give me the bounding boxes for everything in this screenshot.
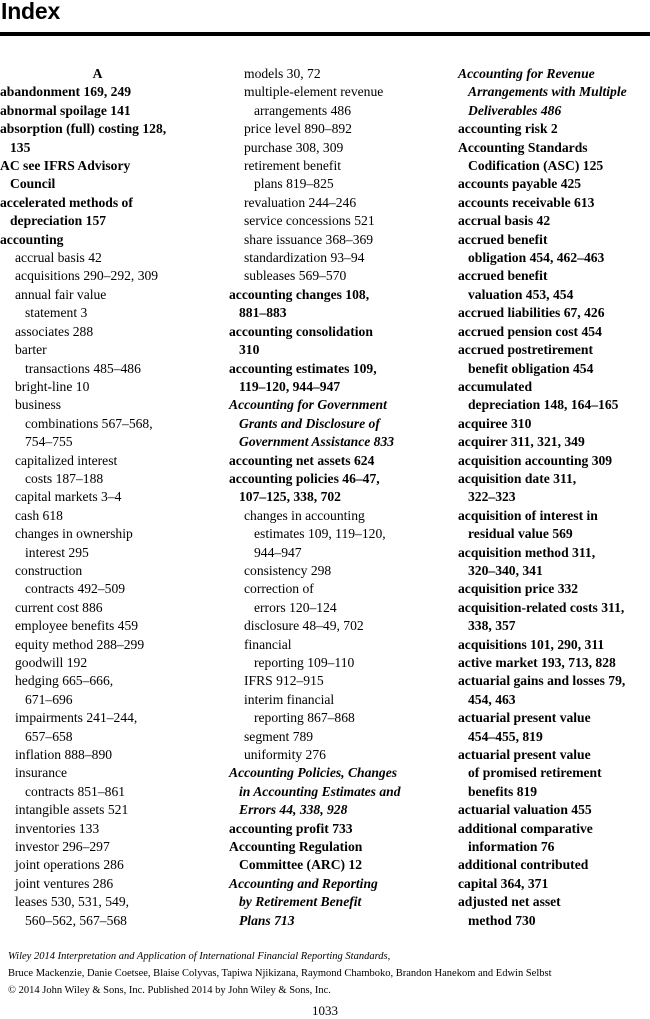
index-entry: accounts payable 425	[458, 176, 582, 192]
index-entry: Accounting Regulation	[229, 839, 363, 855]
index-entry: accrued pension cost 454	[458, 323, 602, 339]
index-entry: depreciation 157	[10, 213, 107, 229]
index-entry: Accounting Policies, Changes	[229, 765, 398, 781]
page-title: Index	[1, 0, 61, 24]
index-entry: abnormal spoilage 141	[0, 102, 131, 118]
index-entry: accrued liabilities 67, 426	[458, 305, 605, 321]
index-entry: acquisition date 311,	[458, 470, 577, 486]
index-entry: 119–120, 944–947	[239, 378, 341, 394]
index-subentry: intangible assets 521	[15, 802, 129, 818]
index-subentry: goodwill 192	[15, 655, 88, 670]
footer-copyright: © 2014 John Wiley & Sons, Inc. Published 2014 by John Wiley & Sons, Inc.	[8, 985, 331, 996]
index-column-1	[0, 65, 220, 930]
index-entry: of promised retirement	[468, 765, 602, 781]
index-subentry: current cost 886	[15, 599, 103, 615]
index-subentry: 560–562, 567–568	[25, 912, 127, 928]
index-subentry: standardization 93–94	[244, 250, 365, 266]
index-entry: information 76	[468, 839, 555, 855]
index-entry: accounting consolidation	[229, 323, 373, 339]
index-entry: accounts receivable 613	[458, 194, 595, 210]
index-subentry: 657–658	[25, 728, 73, 744]
index-entry: accounting profit 733	[229, 820, 353, 836]
index-entry: accounting	[0, 231, 64, 247]
index-entry: benefits 819	[468, 783, 538, 799]
footer-book-title: Wiley 2014 Interpretation and Application of International Financial Reporting Standards,	[8, 951, 391, 962]
index-entry: accounting estimates 109,	[229, 360, 377, 376]
index-entry: 454, 463	[468, 691, 516, 707]
index-entry: actuarial present value	[458, 747, 591, 763]
index-entry: 322–323	[468, 489, 516, 505]
index-subentry: 754–755	[25, 434, 73, 450]
index-subentry: share issuance 368–369	[244, 231, 374, 247]
index-subentry: plans 819–825	[254, 176, 334, 192]
index-entry: obligation 454, 462–463	[468, 250, 605, 266]
index-entry: 454–455, 819	[468, 728, 543, 744]
index-subentry: investor 296–297	[15, 839, 110, 855]
index-entry: accrual basis 42	[458, 213, 551, 229]
index-subentry: price level 890–892	[244, 121, 352, 137]
index-subentry: service concessions 521	[244, 213, 375, 229]
index-entry: actuarial present value	[458, 710, 591, 726]
index-entry: 135	[10, 139, 31, 155]
index-subentry: joint operations 286	[15, 857, 124, 873]
index-entry: actuarial valuation 455	[458, 802, 592, 818]
index-subentry: interest 295	[25, 544, 89, 560]
index-subentry: errors 120–124	[254, 599, 337, 615]
index-subentry: barter	[15, 342, 47, 358]
index-entry: 310	[239, 342, 260, 358]
index-subentry: purchase 308, 309	[244, 139, 344, 155]
index-entry: method 730	[468, 912, 536, 928]
index-entry: accounting policies 46–47,	[229, 470, 380, 486]
index-entry: Deliverables 486	[468, 102, 562, 118]
index-entry: acquisition method 311,	[458, 544, 596, 560]
index-subentry: capital markets 3–4	[15, 489, 122, 505]
index-entry: Accounting Standards	[458, 139, 588, 155]
index-subentry: arrangements 486	[254, 102, 352, 118]
index-subentry: disclosure 48–49, 702	[244, 618, 364, 634]
index-subentry: reporting 867–868	[254, 710, 355, 726]
index-subentry: IFRS 912–915	[244, 673, 324, 689]
index-subentry: costs 187–188	[25, 470, 104, 486]
index-entry: capital 364, 371	[458, 875, 549, 891]
index-entry: Arrangements with Multiple	[468, 84, 627, 100]
index-column-2	[229, 65, 454, 930]
index-subentry: financial	[244, 636, 292, 652]
index-entry: Plans 713	[239, 912, 295, 928]
index-subentry: interim financial	[244, 691, 335, 707]
index-entry: accounting risk 2	[458, 121, 558, 137]
index-entry: acquirer 311, 321, 349	[458, 434, 585, 450]
index-subentry: joint ventures 286	[15, 875, 114, 891]
index-subentry: correction of	[244, 581, 314, 597]
index-subentry: uniformity 276	[244, 747, 326, 763]
index-subentry: transactions 485–486	[25, 360, 141, 376]
index-subentry: contracts 492–509	[25, 581, 126, 597]
index-entry: by Retirement Benefit	[239, 894, 362, 910]
index-entry: abandonment 169, 249	[0, 84, 132, 100]
index-entry: 338, 357	[468, 618, 516, 634]
index-entry: acquisition accounting 309	[458, 452, 613, 468]
index-entry: in Accounting Estimates and	[239, 783, 401, 799]
section-letter: A	[92, 66, 103, 81]
index-subentry: accrual basis 42	[15, 250, 102, 266]
index-entry: accelerated methods of	[0, 194, 133, 210]
index-column-3	[458, 65, 650, 930]
index-entry: accrued benefit	[458, 268, 548, 284]
index-entry: Government Assistance 833	[239, 434, 395, 450]
index-subentry: capitalized interest	[15, 452, 118, 468]
index-entry: 881–883	[239, 305, 287, 321]
index-entry: additional comparative	[458, 820, 593, 836]
index-entry: valuation 453, 454	[468, 286, 574, 302]
index-subentry: 671–696	[25, 691, 73, 707]
index-entry: residual value 569	[468, 526, 573, 542]
index-subentry: changes in accounting	[244, 507, 365, 523]
index-subentry: contracts 851–861	[25, 783, 126, 799]
index-entry: acquisition price 332	[458, 581, 579, 597]
index-subentry: construction	[15, 562, 83, 578]
index-entry: depreciation 148, 164–165	[468, 397, 619, 413]
index-entry: 107–125, 338, 702	[239, 489, 341, 505]
index-subentry: inventories 133	[15, 820, 100, 836]
index-entry: AC see IFRS Advisory	[0, 158, 131, 174]
index-entry: accumulated	[458, 378, 533, 394]
index-entry: Accounting for Government	[229, 397, 387, 413]
index-subentry: multiple-element revenue	[244, 84, 384, 100]
index-entry: active market 193, 713, 828	[458, 655, 616, 670]
index-entry: Accounting for Revenue	[458, 66, 595, 81]
index-subentry: inflation 888–890	[15, 747, 113, 763]
index-subentry: insurance	[15, 765, 68, 781]
index-entry: accounting changes 108,	[229, 286, 370, 302]
index-subentry: impairments 241–244,	[15, 710, 138, 726]
index-entry: acquisition-related costs 311,	[458, 599, 625, 615]
index-subentry: reporting 109–110	[254, 655, 355, 670]
index-entry: absorption (full) costing 128,	[0, 121, 167, 137]
footer-authors: Bruce Mackenzie, Danie Coetsee, Blaise Colyvas, Tapiwa Njikizana, Raymond Chamboko, Brandon Hanekom and Edwin Selbst	[8, 968, 552, 979]
index-subentry: estimates 109, 119–120,	[254, 526, 386, 542]
index-subentry: consistency 298	[244, 562, 332, 578]
index-subentry: statement 3	[25, 305, 88, 321]
index-entry: acquiree 310	[458, 415, 532, 431]
index-subentry: business	[15, 397, 62, 413]
index-entry: accrued postretirement	[458, 342, 594, 358]
index-subentry: bright-line 10	[15, 378, 90, 394]
index-entry: adjusted net asset	[458, 894, 561, 910]
index-entry: Grants and Disclosure of	[239, 415, 380, 431]
page-footer	[8, 948, 648, 999]
index-entry: acquisitions 101, 290, 311	[458, 636, 605, 652]
index-subentry: models 30, 72	[244, 66, 321, 81]
page-header	[0, 0, 650, 36]
index-subentry: subleases 569–570	[244, 268, 347, 284]
index-subentry: retirement benefit	[244, 158, 341, 174]
index-entry: acquisition of interest in	[458, 507, 598, 523]
index-subentry: hedging 665–666,	[15, 673, 114, 689]
index-entry: 320–340, 341	[468, 562, 543, 578]
index-entry: Committee (ARC) 12	[239, 857, 363, 873]
index-subentry: equity method 288–299	[15, 636, 145, 652]
index-subentry: combinations 567–568,	[25, 415, 153, 431]
index-subentry: revaluation 244–246	[244, 194, 357, 210]
index-subentry: cash 618	[15, 507, 63, 523]
index-entry: accounting net assets 624	[229, 452, 375, 468]
index-entry: benefit obligation 454	[468, 360, 594, 376]
index-entry: actuarial gains and losses 79,	[458, 673, 626, 689]
index-subentry: 944–947	[254, 544, 302, 560]
index-subentry: leases 530, 531, 549,	[15, 894, 130, 910]
index-entry: Errors 44, 338, 928	[239, 802, 348, 818]
index-subentry: annual fair value	[15, 286, 107, 302]
index-subentry: segment 789	[244, 728, 314, 744]
index-subentry: acquisitions 290–292, 309	[15, 268, 159, 284]
index-subentry: changes in ownership	[15, 526, 133, 542]
index-entry: Codification (ASC) 125	[468, 158, 604, 174]
index-subentry: associates 288	[15, 323, 94, 339]
index-entry: accrued benefit	[458, 231, 548, 247]
page-number: 1033	[312, 1003, 338, 1018]
index-entry: Council	[10, 176, 56, 192]
index-subentry: employee benefits 459	[15, 618, 139, 634]
index-entry: Accounting and Reporting	[229, 875, 378, 891]
index-entry: additional contributed	[458, 857, 589, 873]
